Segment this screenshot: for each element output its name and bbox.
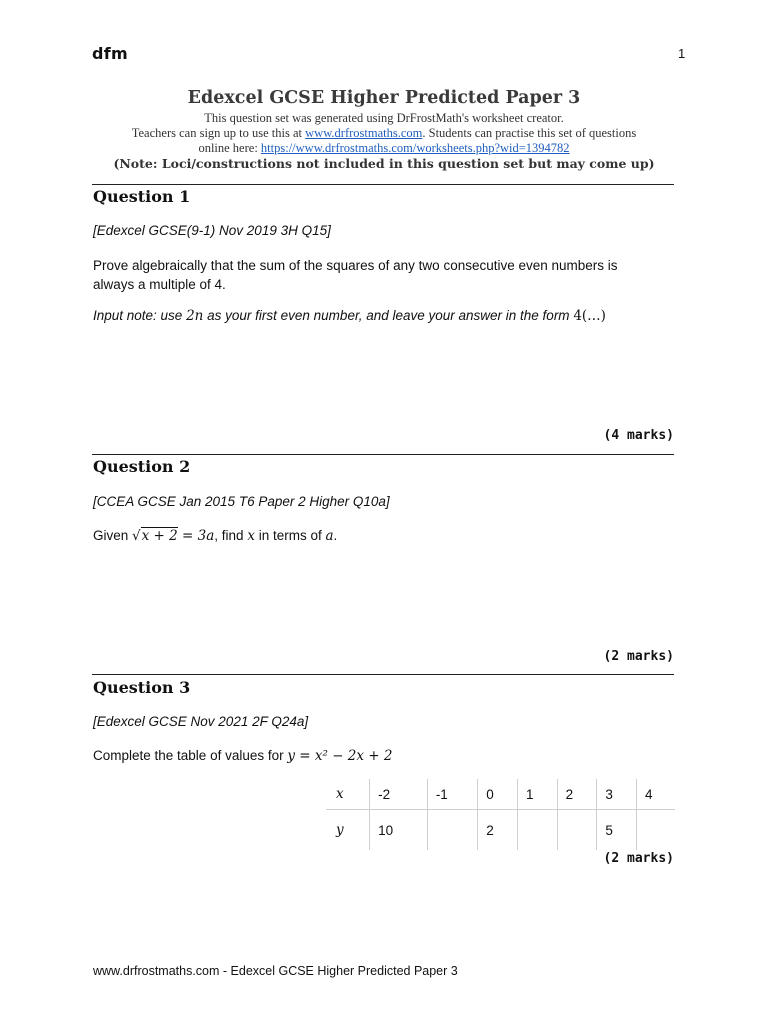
- drfrostmaths-link[interactable]: www.drfrostmaths.com: [305, 126, 423, 140]
- x-value: -2: [370, 779, 428, 810]
- question-2-text-d: .: [333, 528, 338, 543]
- y-value-blank[interactable]: [517, 810, 557, 851]
- question-2-text: [93, 526, 663, 546]
- question-1-divider: [92, 184, 674, 185]
- table-of-values: [326, 779, 675, 850]
- sqrt-content: x + 2: [141, 528, 178, 544]
- x-value: 4: [636, 779, 675, 810]
- question-3-marks: (2 marks): [603, 851, 674, 866]
- table-row-x: [326, 779, 675, 810]
- header-line-2-prefix: Teachers can sign up to use this at: [131, 126, 306, 140]
- question-3-title: Question 3: [93, 678, 191, 697]
- question-2-source: [CCEA GCSE Jan 2015 T6 Paper 2 Higher Q10a]: [93, 494, 390, 509]
- question-2-equation-rhs: = 3a: [177, 528, 215, 544]
- question-3-source: [Edexcel GCSE Nov 2021 2F Q24a]: [93, 714, 309, 729]
- input-note-b: as your first even number, and leave your answer in the form: [203, 308, 574, 323]
- question-1-title: Question 1: [93, 187, 191, 206]
- x-value: -1: [427, 779, 477, 810]
- sqrt-symbol: √: [132, 528, 141, 544]
- x-label: x: [326, 779, 370, 810]
- y-label: y: [336, 822, 344, 838]
- var-x: x: [247, 528, 255, 544]
- x-value: 2: [557, 779, 597, 810]
- question-3-text: [93, 746, 663, 766]
- question-1-source: [Edexcel GCSE(9-1) Nov 2019 3H Q15]: [93, 223, 331, 238]
- input-note-math-1: 2n: [186, 308, 204, 324]
- question-1-marks: (4 marks): [603, 428, 674, 443]
- table-row-y: [326, 810, 675, 851]
- question-3-divider: [92, 674, 674, 675]
- question-2-marks: (2 marks): [603, 649, 674, 664]
- var-a: a: [325, 528, 334, 544]
- y-value-blank[interactable]: [636, 810, 675, 851]
- question-2-text-b: , find: [214, 528, 248, 543]
- header-line-3-prefix: online here:: [198, 141, 261, 155]
- header-line-1: This question set was generated using DrFrostMath's worksheet creator.: [204, 111, 564, 125]
- x-value: 0: [478, 779, 518, 810]
- header-line-3: [0, 141, 768, 156]
- y-value-blank[interactable]: [557, 810, 597, 851]
- y-value: 5: [597, 810, 637, 851]
- question-2-text-c: in terms of: [254, 528, 326, 543]
- y-value: 2: [478, 810, 518, 851]
- question-3-equation: y = x² − 2x + 2: [287, 748, 393, 764]
- page-title: Edexcel GCSE Higher Predicted Paper 3: [187, 88, 581, 108]
- x-value: 1: [517, 779, 557, 810]
- question-2-divider: [92, 454, 674, 455]
- input-note-a: Input note: use: [93, 308, 187, 323]
- x-value: 3: [597, 779, 637, 810]
- question-1-input-note: [93, 306, 663, 326]
- question-3-text-prefix: Complete the table of values for: [93, 748, 288, 763]
- dfm-logo: dfm: [92, 44, 128, 63]
- question-1-text-line-2: always a multiple of 4.: [93, 277, 226, 292]
- page-footer: www.drfrostmaths.com - Edexcel GCSE Higher Predicted Paper 3: [93, 964, 458, 978]
- question-1-text-line-1: Prove algebraically that the sum of the squares of any two consecutive even numbers is: [93, 258, 618, 273]
- header-line-2-suffix: . Students can practise this set of questions: [422, 126, 637, 140]
- question-1-text: [93, 256, 663, 294]
- y-value-blank[interactable]: [427, 810, 477, 851]
- input-note-math-2: 4(…): [573, 308, 606, 324]
- y-value: 10: [370, 810, 428, 851]
- question-2-text-a: Given: [93, 528, 133, 543]
- question-2-title: Question 2: [93, 457, 191, 476]
- page-number: 1: [678, 46, 686, 61]
- header-line-2: [0, 126, 768, 141]
- header-note: (Note: Loci/constructions not included in this question set but may come up): [113, 156, 655, 171]
- worksheet-link[interactable]: https://www.drfrostmaths.com/worksheets.php?wid=1394782: [260, 141, 570, 155]
